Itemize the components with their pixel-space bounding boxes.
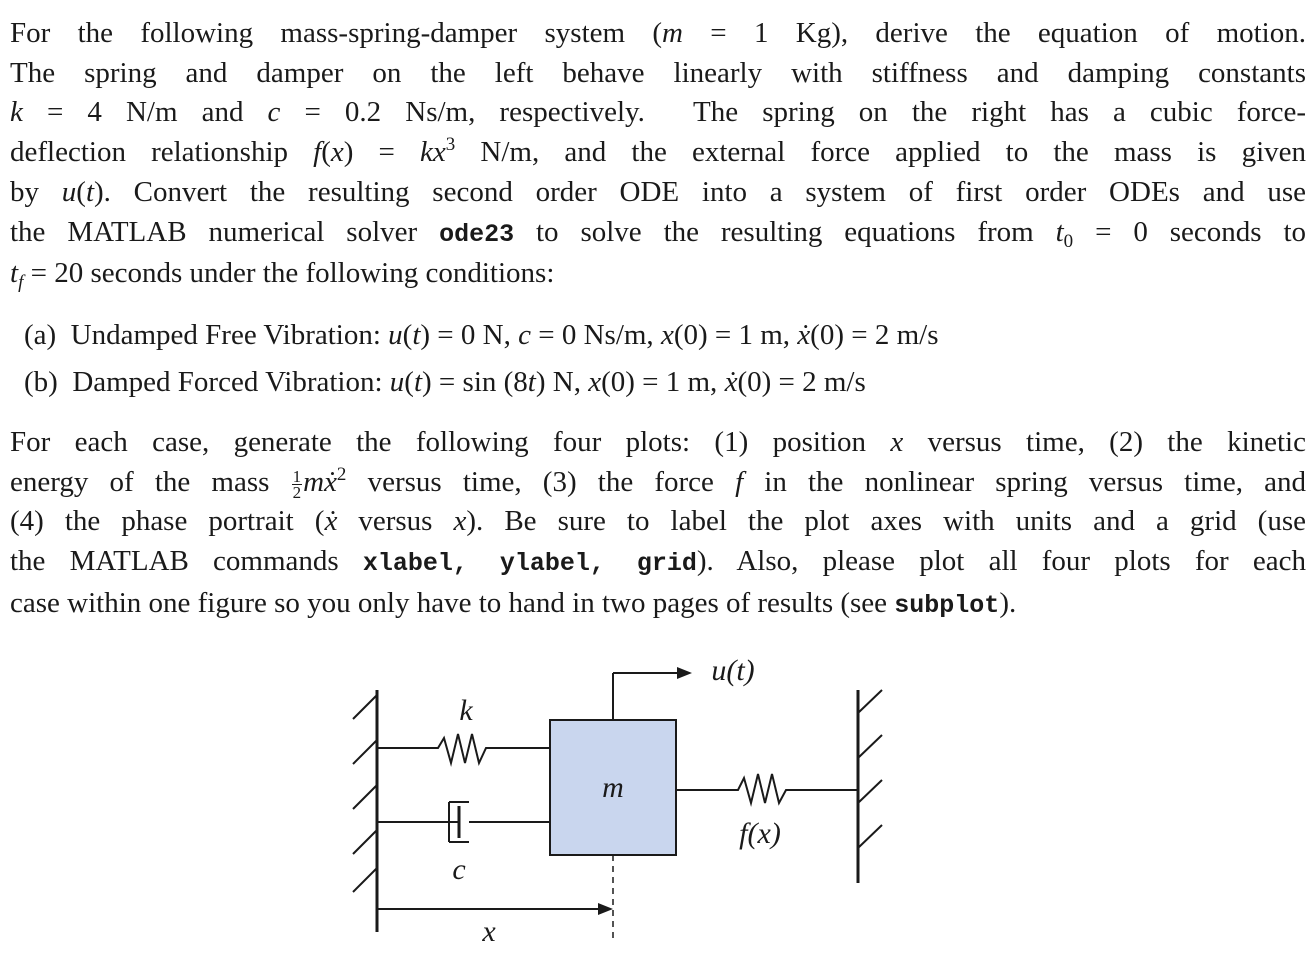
text-line-4: deflection relationship $f(x) = kx^3$ N/m, and the external force applied to the mass is given xyxy=(10,134,1306,169)
text-line-3: k = 4 N/m and c = 0.2 Ns/m, respectively. The spring on the right has a cubic force- xyxy=(10,96,1306,129)
text-line-1: For the following mass-spring-damper system (m = 1 Kg), derive the equation of motion. xyxy=(10,17,1306,49)
label-c: c xyxy=(452,853,466,886)
condition-a: (a) Undamped Free Vibration: u(t) = 0 N, c = 0 Ns/m, x(0) = 1 m, ẋ(0) = 2 m/s xyxy=(24,319,939,351)
spring-f xyxy=(676,774,858,803)
condition-b: (b) Damped Forced Vibration: u(t) = sin (8t) N, x(0) = 1 m, ẋ(0) = 2 m/s xyxy=(24,366,866,398)
label-f: f(x) xyxy=(739,817,781,850)
spring-k xyxy=(377,734,550,763)
label-x: x xyxy=(482,915,496,948)
damper-c xyxy=(377,802,550,842)
left-wall-hatch xyxy=(353,695,377,892)
text-line-7: $t_f = 20$ seconds under the following conditions: xyxy=(10,257,555,294)
text-line-2: The spring and damper on the left behave linearly with stiffness and damping constants xyxy=(10,56,1306,89)
text-line-8: For each case, generate the following four plots: (1) position x versus time, (2) the kinetic xyxy=(10,426,1306,458)
text-line-12: case within one figure so you only have to hand in two pages of results (see subplot). xyxy=(10,586,1017,620)
right-wall-hatch xyxy=(858,690,882,848)
text-line-6: the MATLAB numerical solver ode23 to solve the resulting equations from $t_0 = 0$ seconds to xyxy=(10,215,1306,252)
label-m: m xyxy=(602,771,624,804)
force-arrow xyxy=(613,667,692,720)
label-k: k xyxy=(459,694,473,727)
text-line-9: energy of the mass $\frac{1}{2}$ mẋ$^2$ versus time, (3) the force f in the nonlinear spring versus time, and xyxy=(10,463,1306,502)
label-u: u(t) xyxy=(711,654,755,687)
text-line-11: the MATLAB commands xlabel, ylabel, grid). Also, please plot all four plots for each xyxy=(10,545,1306,579)
text-line-10: (4) the phase portrait (ẋ versus x). Be sure to label the plot axes with units and a grid (use xyxy=(10,505,1306,538)
text-line-5: by u(t). Convert the resulting second order ODE into a system of first order ODEs and use xyxy=(10,175,1306,208)
